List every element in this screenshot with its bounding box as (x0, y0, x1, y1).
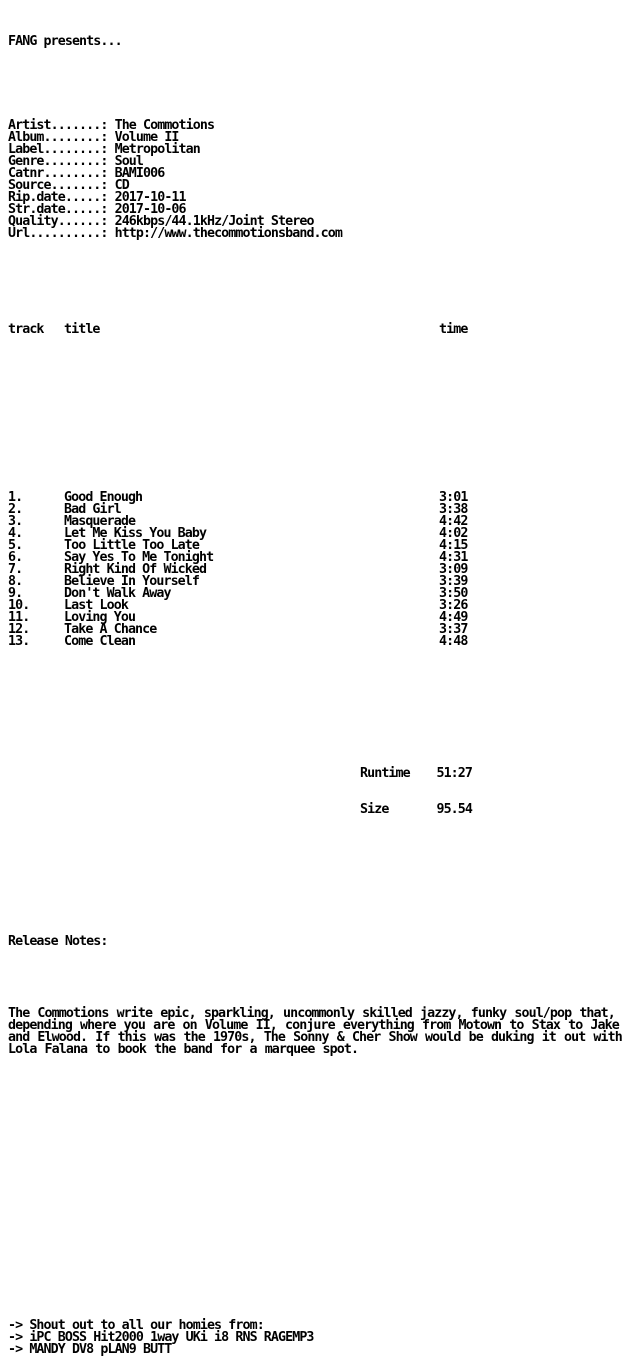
runtime-label: Runtime (360, 766, 410, 781)
track-number: 4. (8, 526, 23, 541)
info-value: 2017-10-06 (114, 202, 186, 217)
track-time: 3:09 (439, 562, 468, 577)
track-time: 3:50 (439, 586, 468, 601)
spacer (8, 1164, 638, 1176)
info-value: Soul (114, 154, 144, 169)
track-title: Last Look (64, 598, 128, 613)
track-time: 4:15 (439, 538, 468, 553)
spacer (8, 444, 638, 456)
spacer (8, 1272, 638, 1284)
info-label: Url..........: (8, 226, 108, 241)
track-number: 3. (8, 514, 23, 529)
track-title: Come Clean (64, 634, 136, 649)
spacer (8, 972, 638, 984)
nfo-document (8, 12, 638, 1368)
info-label: Album........: (8, 130, 108, 145)
track-title: Too Little Too Late (64, 538, 200, 553)
track-time: 4:31 (439, 550, 468, 565)
info-value: http://www.thecommotionsband.com (114, 226, 342, 241)
shoutout-line: -> iPC BOSS Hit2000 1way UKi i8 RNS RAGEMP3 (8, 1330, 314, 1345)
track-title: Take A Chance (64, 622, 157, 637)
track-time: 3:26 (439, 598, 468, 613)
info-value: CD (114, 178, 129, 193)
header-track: track (8, 322, 44, 337)
track-title: Don't Walk Away (64, 586, 171, 601)
track-number: 5. (8, 538, 23, 553)
track-time: 3:39 (439, 574, 468, 589)
info-label: Str.date.....: (8, 202, 108, 217)
spacer (8, 1092, 638, 1104)
tracklist-header (8, 324, 638, 336)
presenter-line: FANG presents... (8, 34, 122, 49)
spacer (8, 888, 638, 900)
info-label: Artist.......: (8, 118, 108, 133)
shoutout-line: -> MANDY DV8 pLAN9 BUTT (8, 1342, 172, 1357)
track-time: 4:02 (439, 526, 468, 541)
shoutout-line: -> Shout out to all our homies from: (8, 1318, 264, 1333)
track-number: 2. (8, 502, 23, 517)
size-label: Size (360, 802, 389, 817)
track-title: Masquerade (64, 514, 136, 529)
info-value: Volume II (114, 130, 179, 145)
track-time: 4:48 (439, 634, 468, 649)
spacer (8, 72, 638, 84)
spacer (8, 720, 638, 732)
info-value: Metropolitan (114, 142, 200, 157)
release-notes-text: The Commotions write epic, sparkling, uncommonly skilled jazzy, funky soul/pop that, depending where you are on Volume II, conjure everything from Motown to Stax to Jake and Elwood. If this was the 1970s, The Sonny & Cher Show would be duking it out with Lola Falana to book the band for a marquee spot. (8, 1006, 622, 1057)
info-label: Label........: (8, 142, 108, 157)
track-title: Let Me Kiss You Baby (64, 526, 207, 541)
tracklist (8, 492, 638, 648)
info-value: The Commotions (114, 118, 215, 133)
track-number: 13. (8, 634, 30, 649)
header-title: title (64, 322, 100, 337)
shoutouts (8, 1320, 638, 1356)
track-number: 11. (8, 610, 30, 625)
track-number: 12. (8, 622, 30, 637)
info-label: Quality......: (8, 214, 108, 229)
spacer (8, 1200, 638, 1212)
track-title: Loving You (64, 610, 136, 625)
track-time: 3:37 (439, 622, 468, 637)
track-time: 4:49 (439, 610, 468, 625)
track-title: Good Enough (64, 490, 143, 505)
track-row (8, 636, 638, 648)
track-number: 10. (8, 598, 30, 613)
spacer (8, 1128, 638, 1140)
info-value: BAMI006 (114, 166, 165, 181)
info-value: 2017-10-11 (114, 190, 186, 205)
info-label: Catnr........: (8, 166, 108, 181)
size-value: 95.54 (436, 802, 472, 817)
info-label: Genre........: (8, 154, 108, 169)
spacer (8, 852, 638, 864)
spacer (8, 1236, 638, 1248)
header-time: time (439, 322, 468, 337)
info-label: Rip.date.....: (8, 190, 108, 205)
spacer (8, 684, 638, 696)
runtime-value: 51:27 (436, 766, 472, 781)
info-label: Source.......: (8, 178, 108, 193)
size-row (8, 804, 638, 816)
track-title: Right Kind Of Wicked (64, 562, 207, 577)
track-number: 8. (8, 574, 23, 589)
info-row (8, 228, 638, 240)
track-time: 4:42 (439, 514, 468, 529)
info-block (8, 120, 638, 240)
spacer (8, 408, 638, 420)
track-number: 1. (8, 490, 23, 505)
track-title: Bad Girl (64, 502, 121, 517)
track-number: 6. (8, 550, 23, 565)
track-time: 3:01 (439, 490, 468, 505)
track-title: Believe In Yourself (64, 574, 200, 589)
track-number: 7. (8, 562, 23, 577)
release-notes-heading: Release Notes: (8, 934, 108, 949)
track-title: Say Yes To Me Tonight (64, 550, 214, 565)
info-value: 246kbps/44.1kHz/Joint Stereo (114, 214, 314, 229)
runtime-row (8, 768, 638, 780)
track-time: 3:38 (439, 502, 468, 517)
track-number: 9. (8, 586, 23, 601)
spacer (8, 276, 638, 288)
spacer (8, 372, 638, 384)
